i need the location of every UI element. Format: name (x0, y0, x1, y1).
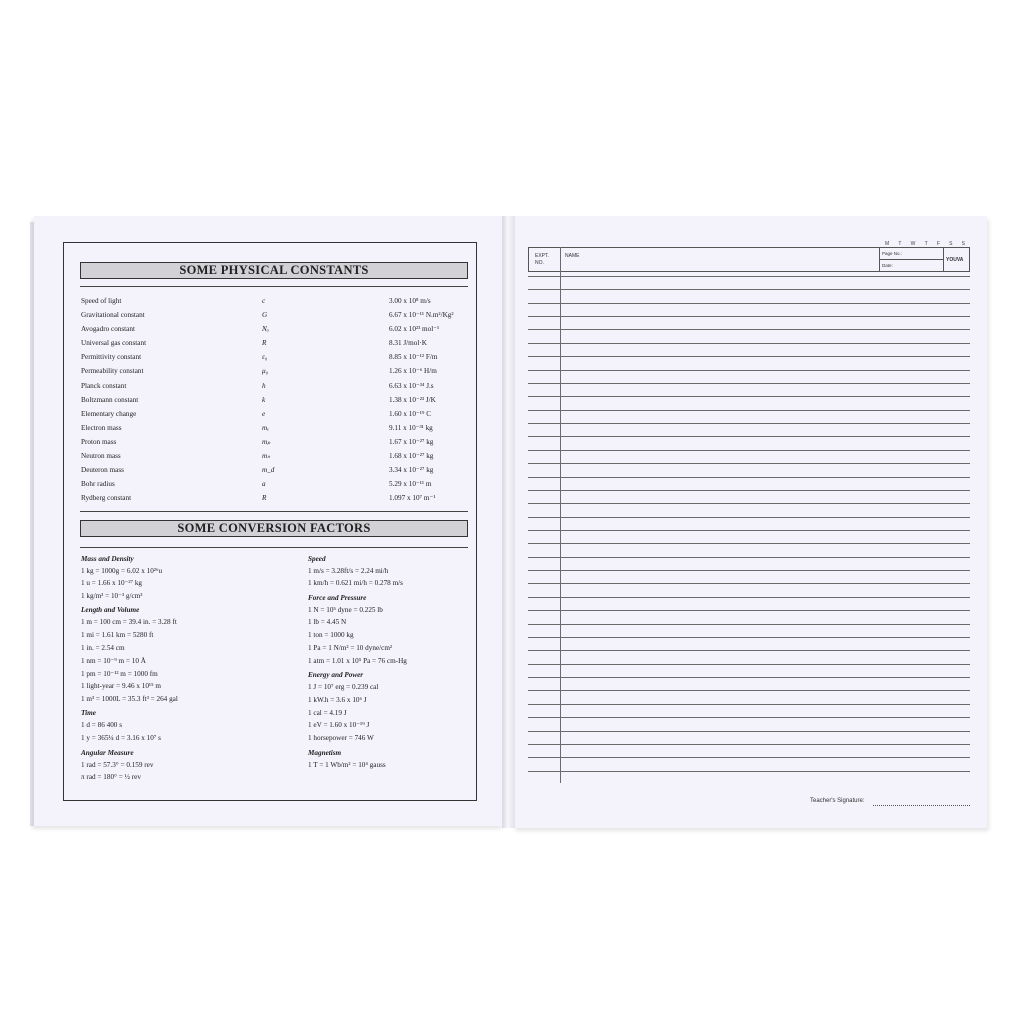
constant-row (81, 463, 471, 477)
constant-symbol: Nₐ (262, 325, 269, 334)
conversion-line: 1 in. = 2.54 cm (81, 643, 125, 652)
constant-value: 1.68 x 10⁻²⁷ kg (389, 452, 434, 461)
conversion-line: 1 m/s = 3.28ft/s = 2.24 mi/h (308, 566, 389, 575)
conversion-line: 1 pm = 10⁻¹² m = 1000 fm (81, 669, 158, 678)
constant-value: 6.02 x 10²³ mol⁻¹ (389, 325, 440, 334)
constant-symbol: m_d (262, 466, 275, 475)
constant-symbol: ε₀ (262, 353, 268, 362)
ruled-line (528, 610, 970, 611)
ruled-line (528, 637, 970, 638)
constant-symbol: R (262, 494, 267, 503)
conversion-line: 1 light-year = 9.46 x 10¹⁵ m (81, 682, 161, 691)
constant-name: Electron mass (81, 423, 122, 432)
ruled-line (528, 757, 970, 758)
ruled-line (528, 717, 970, 718)
conversion-line: 1 rad = 57.3° = 0.159 rev (81, 760, 154, 769)
constant-row (81, 294, 471, 308)
ruled-line (528, 664, 970, 665)
entry-header (528, 247, 970, 272)
constant-symbol: c (262, 297, 266, 305)
conversion-line: 1 y = 365¼ d = 3.16 x 10⁷ s (81, 734, 161, 743)
conversion-line: 1 eV = 1.60 x 10⁻¹⁹ J (308, 721, 370, 730)
expt-no-label: NO. (535, 260, 544, 266)
conversion-line: 1 Pa = 1 N/m² = 10 dyne/cm² (308, 643, 393, 652)
ruled-line (528, 530, 970, 531)
constant-name: Deuteron mass (81, 466, 124, 475)
constant-row (81, 491, 471, 505)
conversion-heading: Angular Measure (81, 748, 134, 757)
conversion-line: 1 m = 100 cm = 39.4 in. = 3.28 ft (81, 618, 177, 627)
weekday-letter: T (898, 241, 902, 247)
constant-value: 5.29 x 10⁻¹¹ m (389, 480, 432, 489)
ruled-line (528, 289, 970, 290)
conversion-line: 1 N = 10⁵ dyne = 0.225 lb (308, 605, 383, 614)
ruled-line (528, 276, 970, 277)
weekday-letter: W (910, 241, 916, 247)
ruled-line (528, 771, 970, 772)
ruled-line (528, 463, 970, 464)
ruled-line (528, 423, 970, 424)
constant-name: Proton mass (81, 437, 117, 446)
constant-symbol: R (262, 339, 267, 348)
constant-name: Speed of light (81, 297, 122, 305)
signature-line (873, 805, 970, 806)
signature-label: Teacher's Signature: (810, 798, 865, 804)
date-label: Date: (882, 263, 893, 268)
conversion-top-rule (80, 547, 468, 548)
weekday-letter: M (885, 241, 890, 247)
conversion-line: 1 m³ = 1000L = 35.3 ft³ = 264 gal (81, 695, 178, 704)
constants-table (81, 294, 471, 505)
ruled-line (528, 356, 970, 357)
ruled-lines (528, 274, 970, 782)
constant-row (81, 477, 471, 491)
weekday-letter: S (961, 241, 965, 247)
constant-name: Permeability constant (81, 367, 144, 376)
constant-row (81, 364, 471, 378)
constant-row (81, 308, 471, 322)
constant-name: Elementary change (81, 409, 137, 418)
ruled-line (528, 677, 970, 678)
constant-value: 1.67 x 10⁻²⁷ kg (389, 437, 434, 446)
constant-name: Bohr radius (81, 480, 115, 489)
constant-name: Neutron mass (81, 452, 121, 461)
constant-row (81, 336, 471, 350)
conversion-line: 1 km/h = 0.621 mi/h = 0.278 m/s (308, 579, 403, 588)
ruled-line (528, 370, 970, 371)
constant-symbol: a (262, 480, 266, 489)
constant-row (81, 449, 471, 463)
conversion-column-right (308, 551, 407, 771)
constant-symbol: mₑ (262, 423, 270, 432)
ruled-line (528, 744, 970, 745)
constant-value: 1.26 x 10⁻⁶ H/m (389, 367, 437, 376)
constant-value: 1.097 x 10⁷ m⁻¹ (389, 494, 436, 503)
conversion-heading: Speed (308, 554, 326, 563)
conversion-heading: Force and Pressure (308, 593, 367, 602)
conversion-line: 1 nm = 10⁻⁹ m = 10 Å (81, 656, 146, 665)
ruled-line (528, 557, 970, 558)
conversion-heading: Energy and Power (308, 671, 364, 680)
constant-name: Universal gas constant (81, 339, 147, 348)
constants-title: SOME PHYSICAL CONSTANTS (80, 262, 468, 279)
conversion-heading: Magnetism (308, 748, 342, 757)
book-gutter (502, 216, 515, 828)
conversion-line: 1 lb = 4.45 N (308, 618, 347, 627)
constant-name: Rydberg constant (81, 494, 132, 503)
ruled-line (528, 436, 970, 437)
constant-name: Permittivity constant (81, 353, 142, 362)
constant-name: Avogadro constant (81, 325, 135, 334)
weekday-letter: S (949, 241, 953, 247)
ruled-line (528, 731, 970, 732)
constant-row (81, 435, 471, 449)
constant-value: 3.34 x 10⁻²⁷ kg (389, 466, 434, 475)
conversion-line: 1 J = 10⁷ erg = 0.239 cal (308, 683, 379, 692)
name-label: NAME (565, 253, 580, 259)
constant-row (81, 322, 471, 336)
ruled-line (528, 543, 970, 544)
conversion-line: 1 T = 1 Wb/m² = 10⁴ gauss (308, 760, 386, 769)
constant-value: 6.63 x 10⁻³⁴ J.s (389, 381, 434, 390)
constant-symbol: G (262, 311, 268, 320)
ruled-line (528, 570, 970, 571)
header-divider (943, 248, 944, 271)
constant-value: 3.00 x 10⁸ m/s (389, 297, 431, 305)
conversion-line: π rad = 180° = ½ rev (81, 773, 141, 782)
expt-label: EXPT. (535, 253, 549, 259)
constant-row (81, 421, 471, 435)
brand-logo: YOUVA (946, 257, 964, 263)
conversion-title: SOME CONVERSION FACTORS (80, 520, 468, 537)
ruled-line (528, 303, 970, 304)
constant-name: Planck constant (81, 381, 127, 390)
constant-symbol: k (262, 395, 266, 404)
ruled-line (528, 343, 970, 344)
conversion-heading: Length and Volume (81, 606, 140, 615)
ruled-line (528, 490, 970, 491)
conversion-line: 1 horsepower = 746 W (308, 734, 374, 743)
conversion-line: 1 u = 1.66 x 10⁻²⁷ kg (81, 579, 143, 588)
conversion-line: 1 cal = 4.19 J (308, 708, 347, 717)
ruled-line (528, 450, 970, 451)
constant-value: 8.85 x 10⁻¹² F/m (389, 353, 438, 362)
ruled-line (528, 316, 970, 317)
constants-top-rule (80, 286, 468, 287)
conversion-line: 1 kg = 1000g = 6.02 x 10²⁶u (81, 566, 163, 575)
weekday-letter: F (936, 241, 940, 247)
ruled-line (528, 704, 970, 705)
ruled-line (528, 597, 970, 598)
constant-value: 6.67 x 10⁻¹¹ N.m²/Kg² (389, 311, 454, 320)
constant-row (81, 379, 471, 393)
constant-value: 9.11 x 10⁻³¹ kg (389, 423, 433, 432)
conversion-heading: Mass and Density (81, 554, 134, 563)
conversion-line: 1 kg/m³ = 10⁻³ g/cm³ (81, 592, 143, 601)
constant-symbol: mₚ (262, 437, 271, 446)
constant-symbol: e (262, 409, 266, 418)
ruled-line (528, 503, 970, 504)
ruled-line (528, 650, 970, 651)
constant-symbol: h (262, 381, 266, 390)
constant-value: 1.38 x 10⁻²³ J/K (389, 395, 436, 404)
ruled-line (528, 477, 970, 478)
ruled-line (528, 517, 970, 518)
constant-value: 8.31 J/mol·K (389, 339, 427, 348)
header-divider (879, 259, 943, 260)
constant-symbol: mₙ (262, 452, 271, 461)
conversion-column-left (81, 551, 178, 784)
conversion-line: 1 atm = 1.01 x 10⁵ Pa = 76 cm-Hg (308, 656, 407, 665)
constant-row (81, 393, 471, 407)
conversion-line: 1 mi = 1.61 km = 5280 ft (81, 631, 154, 640)
conversion-line: 1 ton = 1000 kg (308, 631, 354, 640)
constant-name: Gravitational constant (81, 311, 145, 320)
constant-value: 1.60 x 10⁻¹⁹ C (389, 409, 431, 418)
constant-row (81, 350, 471, 364)
weekday-letter: T (924, 241, 928, 247)
conversion-line: 1 d = 86 400 s (81, 721, 122, 730)
constants-bottom-rule (80, 511, 468, 512)
ruled-line (528, 690, 970, 691)
constant-symbol: μ₀ (262, 367, 269, 376)
ruled-line (528, 624, 970, 625)
ruled-line (528, 383, 970, 384)
ruled-line (528, 329, 970, 330)
ruled-line (528, 583, 970, 584)
ruled-line (528, 410, 970, 411)
conversion-line: 1 kW.h = 3.6 x 10⁶ J (308, 695, 367, 704)
page-no-label: Page No.: (882, 251, 903, 256)
constant-row (81, 407, 471, 421)
conversion-heading: Time (81, 709, 96, 718)
ruled-line (528, 396, 970, 397)
constant-name: Boltzmann constant (81, 395, 139, 404)
